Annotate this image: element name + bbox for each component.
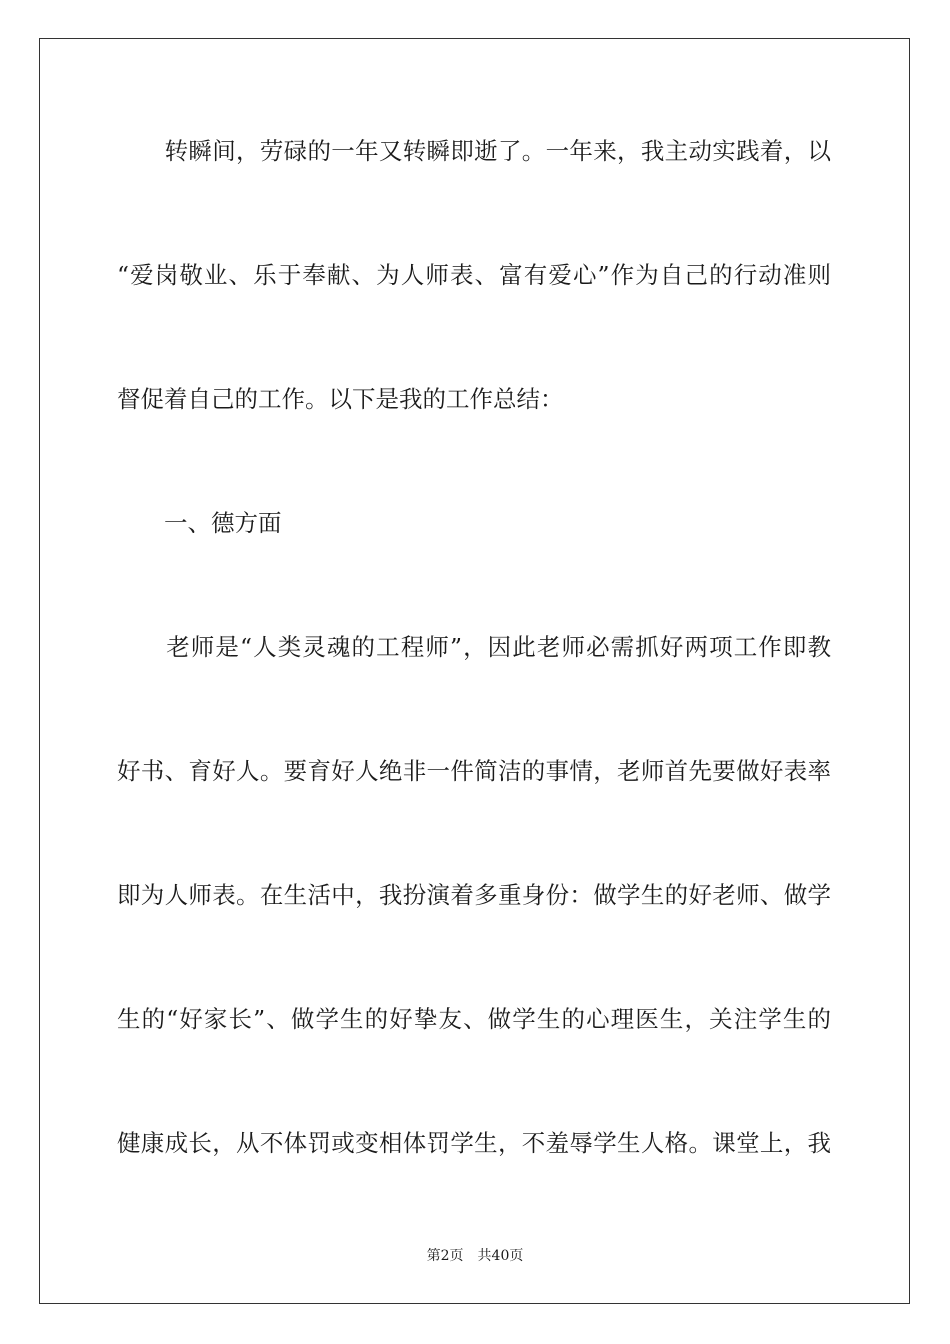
page-border: [39, 38, 910, 1304]
text-line-9: 健康成长，从不体罚或变相体罚学生，不羞辱学生人格。课堂上，我: [117, 1129, 831, 1157]
text-line-3: 督促着自己的工作。以下是我的工作总结：: [117, 385, 564, 413]
text-line-5: 老师是“人类灵魂的工程师”，因此老师必需抓好两项工作即教: [117, 633, 831, 661]
text-line-1: 转瞬间，劳碌的一年又转瞬即逝了。一年来，我主动实践着，以: [117, 137, 831, 165]
section-heading: 一、德方面: [117, 509, 282, 537]
text-line-7: 即为人师表。在生活中，我扮演着多重身份：做学生的好老师、做学: [117, 881, 831, 909]
page-number-footer: 第2页 共40页: [426, 1248, 524, 1264]
text-line-8: 生的“好家长”、做学生的好挚友、做学生的心理医生，关注学生的: [117, 1005, 831, 1033]
text-line-2: “爱岗敬业、乐于奉献、为人师表、富有爱心”作为自己的行动准则: [117, 261, 831, 289]
text-line-6: 好书、育好人。要育好人绝非一件简洁的事情，老师首先要做好表率: [117, 757, 831, 785]
